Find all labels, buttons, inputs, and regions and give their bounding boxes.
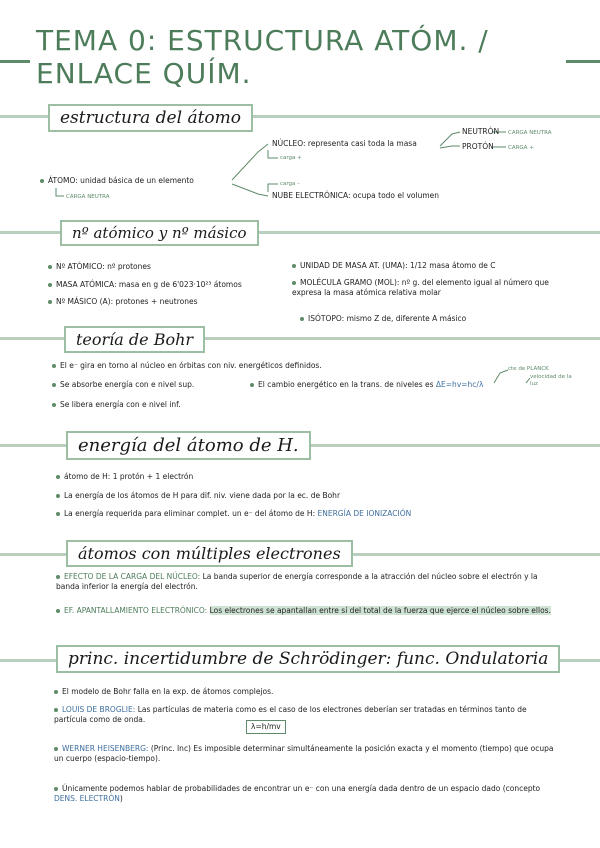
bullet-icon <box>54 690 58 694</box>
nube-charge: carga – <box>280 181 300 187</box>
bullet-icon <box>56 494 60 498</box>
page-header <box>0 24 600 90</box>
section-heading-incertidumbre: princ. incertidumbre de Schrödinger: func. Ondulatoria <box>56 645 560 673</box>
atomo-text: ÁTOMO: unidad básica de un elemento <box>48 176 194 185</box>
bullet-icon <box>56 575 60 579</box>
efecto-text: La banda superior de energía corresponde a la atracción del núcleo sobre el electrón y la banda inferior la energía del electrón. <box>56 572 538 591</box>
bullet-icon <box>56 609 60 613</box>
dens-electron-term: DENS. ELECTRÓN <box>54 794 120 803</box>
energia-item: átomo de H: 1 protón + 1 electrón <box>64 472 194 481</box>
bullet-icon <box>40 179 44 183</box>
arrow-atomo-nucleo <box>232 144 268 180</box>
bullet-icon <box>52 403 56 407</box>
energia-item: La energía requerida para eliminar complet. un e⁻ del átomo de H: <box>64 509 316 518</box>
section-heading-numeros: nº atómico y nº másico <box>60 220 259 246</box>
bullet-icon <box>48 300 52 304</box>
heisenberg-text: (Princ. Inc) Es imposible determinar simultáneamente la posición exacta y el momento (tiempo) que ocupa un cuerpo (espacio-tiempo). <box>54 744 554 763</box>
left-item: Nº ATÓMICO: nº protones <box>56 262 151 271</box>
section-heading-bohr: teoría de Bohr <box>64 326 205 353</box>
planck-note: cte de PLANCK <box>508 366 549 372</box>
bullet-icon <box>56 475 60 479</box>
title-rule-right <box>566 60 600 63</box>
proton-label: PROTÓN <box>462 142 494 151</box>
energia-item: La energía de los átomos de H para dif. niv. viene dada por la ec. de Bohr <box>64 491 341 500</box>
nucleo-charge: carga + <box>280 155 302 161</box>
bohr-item: Se libera energía con e nivel inf. <box>60 400 181 409</box>
bohr-item: El e⁻ gira en torno al núcleo en órbitas con niv. energéticos definidos. <box>60 361 322 370</box>
nucleo-text: NÚCLEO: representa casi toda la masa <box>272 139 417 148</box>
section-heading-energia: energía del átomo de H. <box>66 431 311 460</box>
left-item: Nº MÁSICO (A): protones + neutrones <box>56 297 198 306</box>
bullet-icon <box>292 264 296 268</box>
neutron-label: NEUTRÓN <box>462 127 500 136</box>
apant-text: Los electrones se apantallan entre sí del total de la fuerza que ejerce el núcleo sobre ellos. <box>209 606 551 615</box>
debroglie-label: LOUIS DE BROGLIE: <box>62 705 136 714</box>
title-rule-left <box>0 60 30 63</box>
efecto-label: EFECTO DE LA CARGA DEL NÚCLEO: <box>64 572 201 581</box>
right-item: UNIDAD DE MASA AT. (UMA): 1/12 masa átomo de C <box>300 261 496 270</box>
arrow-nucleo-charge <box>268 150 278 158</box>
bullet-icon <box>250 383 254 387</box>
bullet-icon <box>292 281 296 285</box>
bullet-icon <box>48 283 52 287</box>
arrow-planck <box>494 370 508 383</box>
bohr-cambio: El cambio energético en la trans. de niveles es <box>258 380 434 389</box>
bohr-item: Se absorbe energía con e nivel sup. <box>60 380 195 389</box>
apant-label: EF. APANTALLAMIENTO ELECTRÓNICO: <box>64 606 208 615</box>
debroglie-text: Las partículas de materia como es el caso de los electrones deberían ser tratadas en términos tanto de partícula como de onda. <box>54 705 527 724</box>
arrow-atomo-nube <box>232 184 268 196</box>
heisenberg-label: WERNER HEISENBERG: <box>62 744 149 753</box>
bullet-icon <box>54 787 58 791</box>
debroglie-formula: λ=h/mv <box>246 720 286 734</box>
bullet-icon <box>56 512 60 516</box>
page-title: TEMA 0: ESTRUCTURA ATÓM. / ENLACE QUÍM. <box>36 24 489 90</box>
right-item: ISÓTOPO: mismo Z de, diferente A másico <box>308 314 467 323</box>
bullet-icon <box>48 265 52 269</box>
proton-note: CARGA + <box>508 145 534 151</box>
bullet-icon <box>52 383 56 387</box>
right-item: MOLÉCULA GRAMO (MOL): nº g. del elemento igual al número que expresa la masa atómica relativa molar <box>292 278 549 297</box>
bullet-icon <box>54 747 58 751</box>
bullet-icon <box>300 317 304 321</box>
bohr-formula: ΔE=hv=hc/λ <box>435 380 484 389</box>
ionizacion-term: ENERGÍA DE IONIZACIÓN <box>317 509 412 518</box>
bullet-icon <box>54 708 58 712</box>
vel-note: velocidad de la luz <box>530 374 572 387</box>
arrow-nucleo-neutron <box>440 132 460 146</box>
section-heading-estructura: estructura del átomo <box>48 104 253 132</box>
arrow-nucleo-proton <box>440 146 460 148</box>
section-heading-multiples: átomos con múltiples electrones <box>66 540 353 567</box>
nube-text: NUBE ELECTRÓNICA: ocupa todo el volumen <box>272 191 440 200</box>
neutron-note: CARGA NEUTRA <box>508 130 552 136</box>
atomo-note: CARGA NEUTRA <box>66 194 110 200</box>
probabilidad-text: Únicamente podemos hablar de probabilidades de encontrar un e⁻ con una energía dada dentro de un espacio dado (concepto <box>62 784 541 793</box>
bullet-icon <box>52 364 56 368</box>
arrow-atomo-note <box>56 188 64 196</box>
bohr-falla: El modelo de Bohr falla en la exp. de átomos complejos. <box>62 687 274 696</box>
probabilidad-end: ) <box>119 794 123 803</box>
left-item: MASA ATÓMICA: masa en g de 6'023·10²³ átomos <box>56 280 242 289</box>
